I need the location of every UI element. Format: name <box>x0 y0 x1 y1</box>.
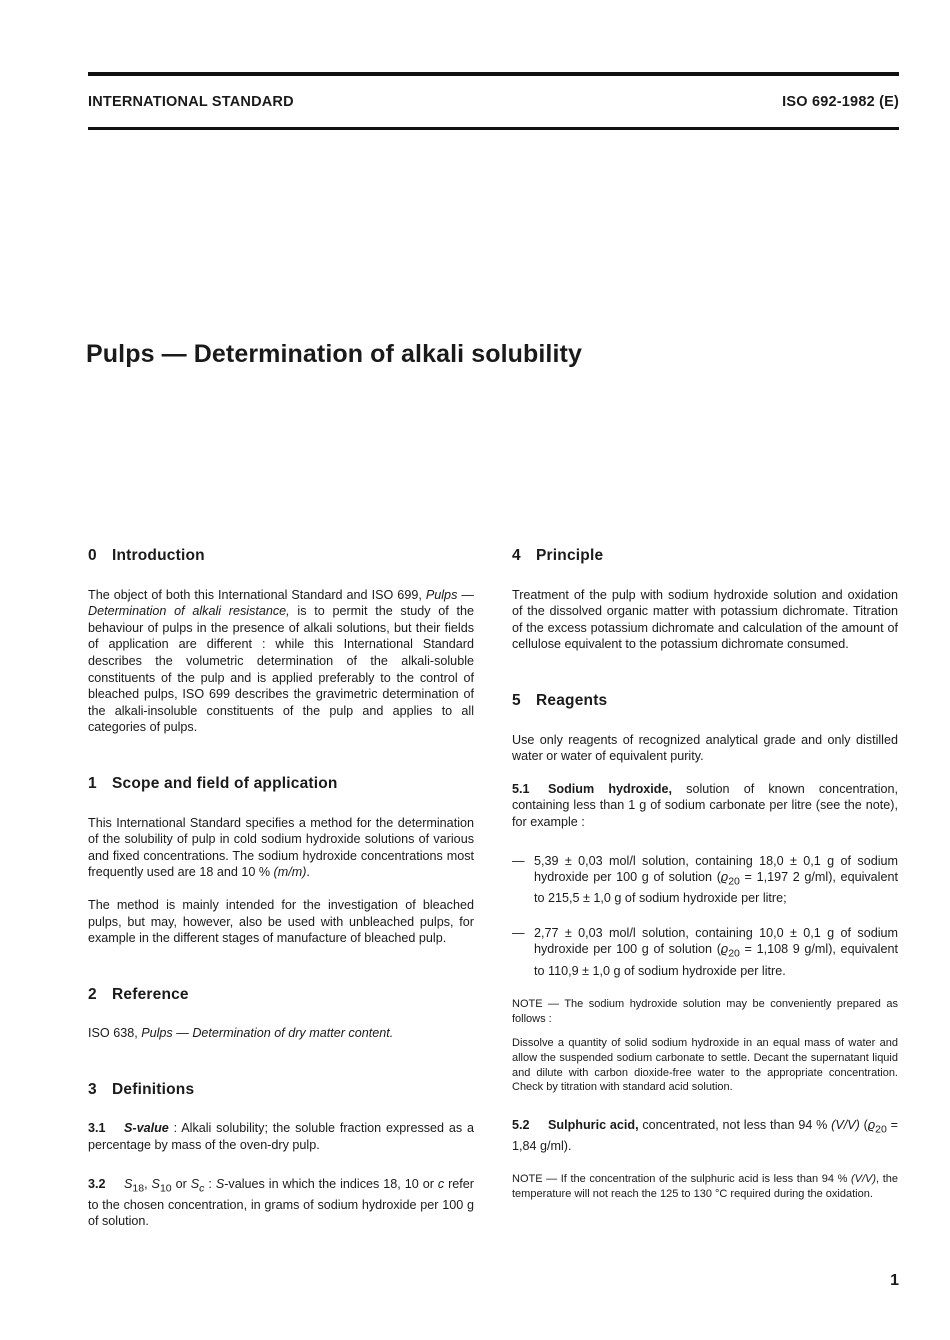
note-sodium-hydroxide-intro: NOTE — The sodium hydroxide solution may be conveniently prepared as follows : <box>512 998 898 1025</box>
text-run: NOTE — If the concentration of the sulphuric acid is less than 94 % <box>512 1173 851 1186</box>
section-title: Definitions <box>112 1080 195 1098</box>
text-run: , the temperature will not reach the 125 to 130 °C required during the oxidation. <box>512 1173 898 1200</box>
reference-title-italic: Pulps — Determination of alkali resistance, <box>88 587 474 619</box>
section-scope <box>88 776 474 947</box>
section-number: 3 <box>88 1080 97 1098</box>
section-heading-reagents <box>512 693 898 710</box>
symbol: S <box>151 1176 160 1191</box>
text-run: . <box>306 865 310 880</box>
section-number: 1 <box>88 774 97 792</box>
text-run: , <box>144 1176 152 1191</box>
text-run: refer to the chosen concentration, in grams of sodium hydroxide per 100 g of solution. <box>88 1176 475 1229</box>
clause-number: 5.2 <box>512 1117 530 1132</box>
section-number: 2 <box>88 985 97 1003</box>
page-number: 1 <box>890 1272 899 1289</box>
header-document-number: ISO 692-1982 (E) <box>782 94 899 110</box>
section-heading-definitions <box>88 1082 474 1099</box>
section-definitions <box>88 1082 474 1230</box>
section-number: 4 <box>512 547 521 564</box>
symbol: S <box>190 1176 200 1191</box>
symbol: S <box>215 1176 225 1191</box>
introduction-paragraph <box>88 587 474 736</box>
section-heading-introduction <box>88 548 474 565</box>
subscript: 10 <box>159 1182 172 1195</box>
unit-italic: (m/m) <box>273 865 307 880</box>
text-run: solution of known concentration, containing less than 1 g of sodium carbonate per litre (see the note), for example : <box>512 781 898 829</box>
header-bottom-rule <box>88 127 899 130</box>
text-run: = 1,84 g/ml). <box>512 1117 898 1153</box>
note-sulphuric-acid <box>512 1172 898 1201</box>
note-sodium-hydroxide-body: Dissolve a quantity of solid sodium hydroxide in an equal mass of water and allow the suspended sodium carbonate to settle. Decant the supernatant liquid and dilute with carbon dioxide-free water to the appropriate concentration. Check by titration with standard acid solution. <box>512 1037 898 1094</box>
text-run: 2,77 ± 0,03 mol/l solution, containing 10,0 ± 0,1 g of sodium hydroxide per 100 g of solution ( <box>534 925 898 957</box>
reagent-name: Sodium hydroxide, <box>548 781 672 796</box>
text-run: or <box>171 1176 191 1191</box>
header-standard-label: INTERNATIONAL STANDARD <box>88 94 294 110</box>
section-title: Scope and field of application <box>112 774 338 792</box>
subscript: 20 <box>728 947 740 960</box>
text-run: : <box>204 1176 216 1191</box>
section-number: 0 <box>88 547 97 564</box>
text-run: = 1,108 9 g/ml), equivalent to 110,9 ± 1,0 g of sodium hydroxide per litre. <box>534 942 898 978</box>
density-symbol: ϱ <box>720 870 729 885</box>
text-run: ( <box>859 1117 868 1132</box>
density-symbol: ϱ <box>867 1117 876 1132</box>
reference-paragraph <box>88 1025 474 1042</box>
unit-italic: (V/V) <box>850 1173 877 1186</box>
subscript: 20 <box>875 1123 887 1136</box>
definition-3-2 <box>88 1176 474 1230</box>
document-title: Pulps — Determination of alkali solubility <box>86 340 582 368</box>
reagent-5-2 <box>512 1117 898 1155</box>
section-reference <box>88 987 474 1042</box>
clause-number: 3.1 <box>88 1121 106 1136</box>
section-number: 5 <box>512 691 521 709</box>
section-title: Reference <box>112 985 189 1003</box>
reagent-5-1 <box>512 781 898 831</box>
clause-number: 5.1 <box>512 781 530 796</box>
text-run: This International Standard specifies a method for the determination of the solubility of pulp in cold sodium hydroxide solutions of various and fixed concentrations. The sodium hydroxide concentrations most frequently used are 18 and 10 % <box>88 815 474 880</box>
text-run: concentrated, not less than 94 % <box>638 1117 832 1132</box>
section-heading-principle <box>512 548 898 565</box>
unit-italic: (V/V) <box>831 1117 860 1132</box>
text-run: 5,39 ± 0,03 mol/l solution, containing 18,0 ± 0,1 g of sodium hydroxide per 100 g of solution ( <box>534 853 898 885</box>
section-title: Principle <box>536 547 604 564</box>
subscript: 18 <box>132 1182 145 1195</box>
section-heading-reference <box>88 987 474 1004</box>
list-item <box>512 853 898 907</box>
symbol: c <box>437 1176 445 1191</box>
text-run: is to permit the study of the behaviour of pulps in the presence of alkali solutions, but their fields of application are different : while this International Standard describes the volumetric determination of the alkali-soluble constituents of the pulp and is applied preferably to the control of bleached pulps, ISO 699 describes the gravimetric determination of the alkali-insoluble constituents of the pulp and applies to all categories of pulps. <box>88 604 474 735</box>
subscript: 20 <box>728 875 740 888</box>
text-run: The object of both this International Standard and ISO 699, <box>88 587 426 602</box>
header-top-rule <box>88 72 899 76</box>
text-run: -values in which the indices 18, 10 or <box>224 1176 438 1191</box>
reagent-name: Sulphuric acid, <box>548 1117 639 1132</box>
right-column <box>512 548 898 1216</box>
clause-number: 3.2 <box>88 1176 106 1191</box>
text-run: = 1,197 2 g/ml), equivalent to 215,5 ± 1,0 g of sodium hydroxide per litre; <box>534 870 898 906</box>
left-column <box>88 548 474 1246</box>
principle-paragraph: Treatment of the pulp with sodium hydroxide solution and oxidation of the dissolved organic matter with potassium dichromate. Titration of the excess potassium dichromate and calculation of the amount of cellulose equivalent to the potassium dichromate consumed. <box>512 587 898 652</box>
subscript: c <box>199 1182 205 1195</box>
reference-title-italic: Pulps — Determination of dry matter content. <box>141 1026 394 1041</box>
symbol: S <box>124 1176 133 1191</box>
text-run: : Alkali solubility; the soluble fraction expressed as a percentage by mass of the oven-dry pulp. <box>88 1121 474 1153</box>
section-heading-scope <box>88 776 474 793</box>
reagents-paragraph: Use only reagents of recognized analytical grade and only distilled water or water of equivalent purity. <box>512 732 898 764</box>
section-title: Introduction <box>112 547 205 564</box>
scope-paragraph-1 <box>88 815 474 881</box>
density-symbol: ϱ <box>720 942 729 957</box>
section-principle <box>512 548 898 653</box>
dash-marker: — <box>512 853 525 868</box>
text-run: ISO 638, <box>88 1026 142 1041</box>
dash-marker: — <box>512 925 525 940</box>
section-reagents <box>512 693 898 1202</box>
list-item <box>512 925 898 979</box>
section-introduction <box>88 548 474 736</box>
definition-3-1 <box>88 1120 474 1153</box>
section-title: Reagents <box>536 691 608 709</box>
scope-paragraph-2: The method is mainly intended for the investigation of bleached pulps, but may, however, also be used with unbleached pulps, for example in the different stages of manufacture of bleached pulp. <box>88 897 474 946</box>
defined-term: S-value <box>124 1121 169 1136</box>
